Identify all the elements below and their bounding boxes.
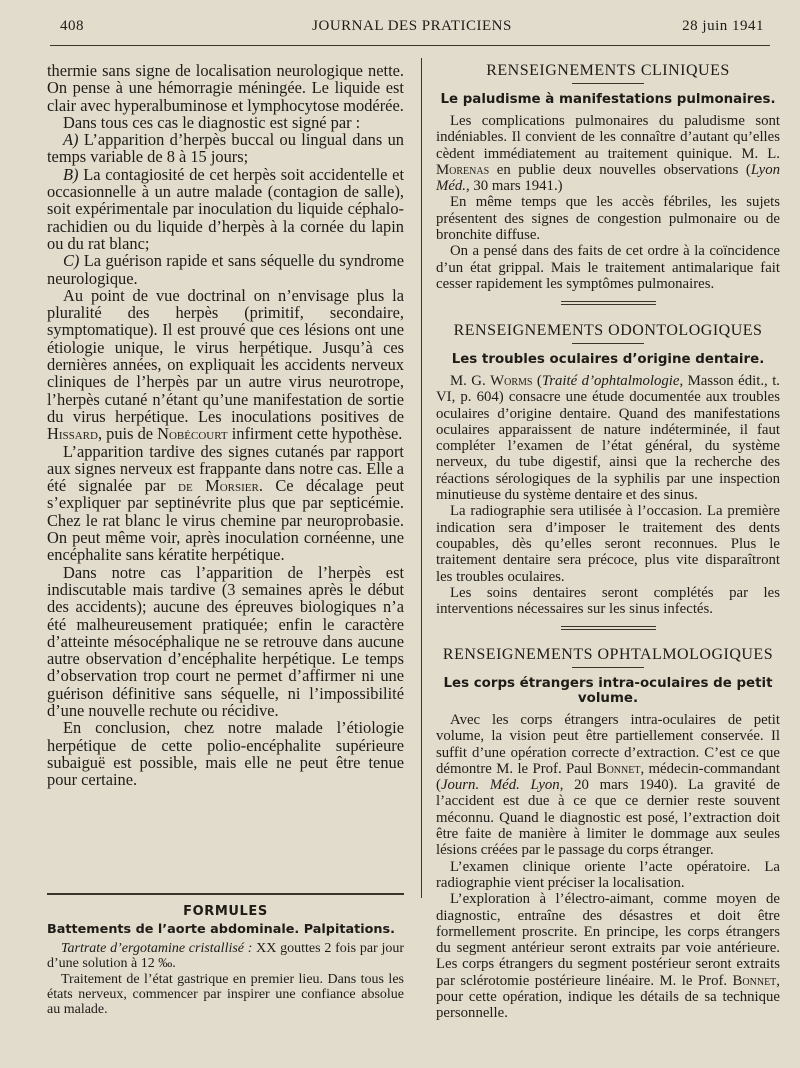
formules-subheading: Battements de l’aorte abdominale. Palpitations.	[47, 922, 395, 937]
paragraph	[436, 373, 780, 503]
criterion-text: L’apparition d’herpès buccal ou lingual dans un temps variable de 8 à 15 jours;	[47, 130, 404, 167]
section-rule	[572, 343, 644, 344]
author-name: de Morsier	[178, 476, 259, 496]
section-double-rule	[561, 626, 656, 630]
section-title-ophtalmologiques: RENSEIGNEMENTS OPHTALMOLOGIQUES	[442, 646, 774, 663]
article-title: Les troubles oculaires d’origine dentaire.	[451, 352, 765, 367]
reference: Traité d’ophtalmologie	[541, 373, 680, 389]
text-run: . Ce décalage peut s’expliquer par septinévrite plus que par septicémie. Chez le rat blanc le virus chemine par neuroprobasie. On peut même voir, après inoculation cornéenne, une encéphalite sans kératite herpétique.	[47, 476, 404, 565]
article-title: Les corps étrangers intra-oculaires de petit volume.	[443, 676, 773, 706]
text-run: infirment cette hypothèse.	[227, 424, 403, 444]
author-name: Bonnet	[732, 972, 777, 989]
paragraph	[47, 941, 404, 972]
running-header	[60, 18, 764, 40]
criterion-a	[47, 131, 404, 166]
paragraph: En conclusion, chez notre malade l’étiologie herpétique de cette polio-encéphalite supérieure subaiguë est possible, mais elle ne peut être tenue pour certaine.	[47, 718, 404, 790]
right-column	[421, 62, 780, 305]
text-run: , 20 mars 1940). La gravité de l’accident est due à ce que ce dernier reste souvent méconnu. Quand le diagnostic est posé, l’extraction doit être faite de manière à limiter le dommage aux seules lésions créées par le passage du corps étranger.	[436, 777, 780, 859]
text-run: (	[532, 373, 542, 389]
author-name: Nobécourt	[157, 424, 228, 444]
text-run: en publie deux nouvelles observations (	[489, 161, 751, 178]
paragraph: Les soins dentaires seront complétés par les interventions nécessaires sur les sinus infectés.	[436, 584, 780, 618]
text-run: , 30 mars 1941.)	[466, 178, 563, 195]
author-name: Bonnet	[596, 760, 641, 777]
text-run: , pour cette opération, indique les détails de sa technique personnelle.	[436, 972, 780, 1022]
paragraph	[47, 287, 404, 443]
criterion-text: La guérison rapide et sans séquelle du syndrome neurologique.	[47, 251, 404, 288]
criterion-text: La contagiosité de cet herpès soit accidentelle et occasionnelle à un autre malade (contagion de salle), soit expérimentale par inoculation du liquide céphalo-rachidien ou du liquide d’herpès à la cornée du lapin ou du rat blanc;	[47, 164, 404, 253]
text-run: , Masson édit., t. VI, p. 604) consacre une étude documentée aux troubles oculaires d’origine dentaire. Quand des manifestations oculaires apparaissent de nature indéterminée, il faut compléter l’examen de l’état général, du système nerveux, du tube digestif, ainsi que la recherche des réactions sérologiques de la syphilis par une inspection minutieuse du système dentaire et des sinus.	[436, 373, 781, 504]
left-column	[47, 62, 404, 788]
text-run: M. G.	[450, 373, 491, 389]
text-run: L’exploration à l’électro-aimant, comme moyen de diagnostic, entraîne des désastres et doit être formellement proscrite. En principe, les corps étrangers du segment antérieur seront extraits par voie antérieure. Les corps étrangers du segment postérieur seront extraits par sclérotomie postérieure linéaire. M. le Prof.	[436, 891, 780, 989]
author-name: Hissard	[47, 424, 98, 444]
author-name: Worms	[490, 373, 533, 389]
section-rule	[572, 667, 644, 668]
criterion-b	[47, 166, 404, 252]
issue-date: 28 juin 1941	[682, 18, 764, 34]
section-title-odontologiques: RENSEIGNEMENTS ODONTOLOGIQUES	[453, 322, 763, 339]
criterion-letter: C)	[63, 251, 80, 271]
text-run: , médecin-commandant (	[436, 760, 781, 794]
header-rule	[50, 45, 770, 46]
criterion-letter: A)	[63, 130, 79, 150]
paragraph: Dans tous ces cas le diagnostic est signé par :	[63, 112, 361, 132]
paragraph: La radiographie sera utilisée à l’occasion. La première indication sera d’imposer le traitement des dents coupables, dès qu’elles seront reconnues. Plus le traitement dentaire sera précoce, plus vite disparaîtront les troubles oculaires.	[436, 503, 780, 585]
section-double-rule	[561, 301, 656, 305]
text-run: , puis de	[97, 424, 158, 444]
reference: Lyon Méd.	[436, 161, 780, 195]
page-number: 408	[60, 18, 84, 34]
paragraph	[47, 443, 404, 564]
text-run: XX gouttes 2 fois par jour d’une solution à 12 ‰.	[47, 941, 404, 972]
drug-name: Tartrate d’ergotamine cristallisé :	[61, 941, 253, 956]
text-run: Au point de vue doctrinal on n’envisage plus la pluralité des herpès (primitif, secondaire, symptomatique). Il est prouvé que ces lésions ont une étiologie unique, le virus herpétique. Jusqu’à ces dernières années, on expliquait les accidents nerveux cliniques de l’herpès par un autre virus neurotrope, l’herpès cutané n’étant qu’une manifestation de sortie du virus herpétique. Les inoculations positives de	[47, 285, 404, 426]
paragraph: Dans notre cas l’apparition de l’herpès est indiscutable mais tardive (3 semaines après le début des accidents); aucune des épreuves biologiques n’a été malheureusement pratiquée; enfin le caractère d’atteinte mésocéphalique ne se retrouve dans aucune autre observation d’encéphalite herpétique. Le temps d’observation trop court ne permet d’affirmer ni une guérison définitive sans séquelle, ni l’impossibilité d’une nouvelle rechute ou récidive.	[47, 562, 404, 720]
criterion-letter: B)	[63, 164, 79, 184]
formules-rule	[47, 893, 404, 895]
author-name: Morenas	[436, 161, 490, 178]
paragraph: L’examen clinique oriente l’acte opératoire. La radiographie vient préciser la localisation.	[436, 858, 780, 891]
text-run: L’apparition tardive des signes cutanés par rapport aux signes nerveux est frappante dans notre cas. Elle a été signalée par	[47, 441, 404, 496]
paragraph: Traitement de l’état gastrique en premier lieu. Dans tous les états nerveux, commencer par inspirer une confiance absolue au malade.	[47, 971, 404, 1018]
section-title-cliniques: RENSEIGNEMENTS CLINIQUES	[486, 62, 730, 79]
text-run: Avec les corps étrangers intra-oculaires de petit volume, la vision peut être partiellement conservée. Il suffit d’une opération correcte d’extraction. C’est ce que démontre M. le Prof. Paul	[436, 712, 780, 777]
paragraph	[436, 891, 780, 1021]
right-column	[421, 322, 780, 630]
reference: Journ. Méd. Lyon	[440, 777, 560, 794]
paragraph	[436, 113, 780, 194]
article-title: Le paludisme à manifestations pulmonaires.	[440, 92, 776, 107]
paragraph	[436, 712, 780, 859]
formules-section	[47, 904, 404, 1017]
paragraph: thermie sans signe de localisation neurologique nette. On pense à une hémorragie méningée. Le liquide est clair avec hyperalbuminose et lymphocytose modérée.	[47, 61, 404, 115]
formules-heading: FORMULES	[183, 904, 268, 919]
criterion-c	[47, 252, 404, 287]
section-rule	[572, 83, 644, 84]
text-run: Les complications pulmonaires du paludisme sont indéniables. Il convient de les connaître d’autant qu’elles cèdent immédiatement au traitement quinique. M. L.	[436, 113, 780, 162]
journal-title: JOURNAL DES PRATICIENS	[312, 18, 512, 34]
right-column	[421, 646, 780, 1022]
paragraph: On a pensé dans des faits de cet ordre à la coïncidence d’un état grippal. Mais le traitement antimalarique fait cesser rapidement les symptômes pulmonaires.	[436, 243, 780, 292]
paragraph: En même temps que les accès fébriles, les sujets présentent des signes de congestion pulmonaire ou de bronchite diffuse.	[436, 194, 780, 244]
